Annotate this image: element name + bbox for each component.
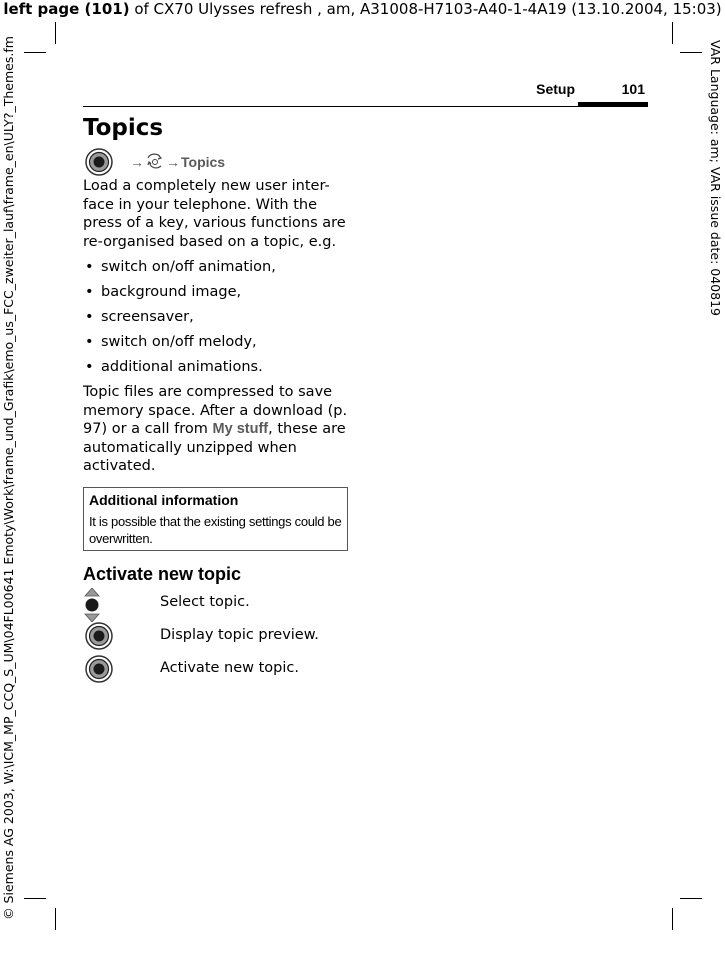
crop-mark (672, 908, 673, 930)
bullet-icon: • (85, 284, 94, 300)
step-text: Select topic. (160, 594, 250, 610)
additional-information-box (83, 487, 348, 551)
step-text: Activate new topic. (160, 660, 299, 676)
crop-mark (24, 898, 46, 899)
crop-mark (680, 898, 702, 899)
language-issue-text: VAR Language: am; VAR issue date: 040819 (708, 40, 723, 316)
list-item: • background image, (85, 284, 242, 300)
arrow-icon: → (130, 154, 144, 170)
list-item: • switch on/off melody, (85, 334, 257, 350)
intro-paragraph: Load a completely new user inter-face in your telephone. With the press of a key, various functions are re-organised based on a topic, e.g. (83, 178, 346, 250)
info-box-text: It is possible that the existing settings could be overwritten. (89, 514, 342, 546)
page-title: Topics (83, 115, 164, 141)
list-item: • additional animations. (85, 359, 263, 375)
print-header (0, 0, 725, 18)
running-header-section: Setup (536, 81, 575, 97)
my-stuff-reference: My stuff (212, 421, 269, 438)
center-key-icon (84, 147, 114, 181)
center-key-icon (84, 621, 114, 655)
crop-mark (24, 52, 46, 53)
bullet-icon: • (85, 359, 94, 375)
crop-mark (680, 52, 702, 53)
crop-mark (55, 908, 56, 930)
feature-list (83, 257, 353, 382)
section-heading: Activate new topic (83, 564, 242, 584)
crop-mark (672, 22, 673, 44)
compression-paragraph: Topic files are compressed to save memory space. After a download (p. 97) or a call from My stuff, these are automatically unzipped when activated. (83, 384, 348, 475)
list-item: • switch on/off animation, (85, 259, 276, 275)
header-page-bar (578, 102, 648, 106)
print-header-info: of CX70 Ulysses refresh , am, A31008-H7103-A40-1-4A19 (13.10.2004, 15:03) (129, 0, 722, 18)
running-header-page-number: 101 (621, 81, 645, 97)
menu-path-topics: Topics (181, 154, 226, 170)
info-box-title: Additional information (89, 492, 239, 508)
center-key-icon (84, 654, 114, 688)
bullet-icon: • (85, 259, 94, 275)
print-header-page: left page (101) (3, 0, 130, 18)
list-item: • screensaver, (85, 309, 194, 325)
step-text: Display topic preview. (160, 627, 319, 643)
bullet-icon: • (85, 309, 94, 325)
setup-menu-icon (144, 152, 166, 172)
menu-path (130, 150, 225, 174)
arrow-icon: → (166, 154, 180, 170)
bullet-icon: • (85, 334, 94, 350)
header-rule (83, 106, 648, 107)
crop-mark (55, 22, 56, 44)
copyright-path-text: © Siemens AG 2003, W:\ICM_MP_CCQ_S_UM\04FL00641 Emoty\Work\frame_und_Grafik\emo_us_FCC_zweiter_lauf\frame_en\ULY?_Themes.fm (1, 36, 16, 920)
